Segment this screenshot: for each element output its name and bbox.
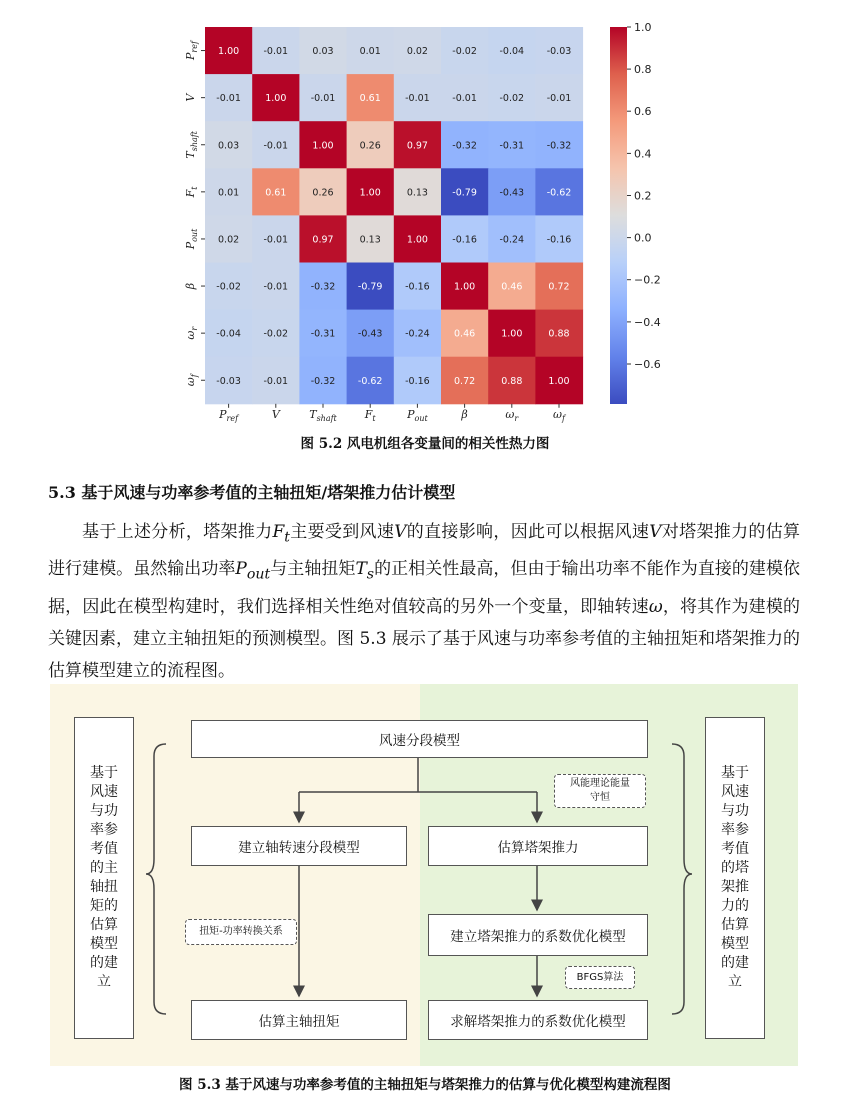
heatmap-cell-value: 0.01 bbox=[218, 187, 240, 199]
heatmap-cell-value: 1.00 bbox=[359, 187, 381, 199]
heatmap-cell-value: -0.16 bbox=[405, 375, 430, 387]
heatmap-cell-value: -0.03 bbox=[546, 46, 572, 57]
heatmap-cell-value: 0.26 bbox=[359, 140, 381, 152]
heatmap-cell-value: 1.00 bbox=[312, 140, 334, 152]
heatmap-cell-value: -0.01 bbox=[310, 93, 336, 105]
heatmap-cell-value: -0.16 bbox=[546, 234, 572, 246]
row-label: β bbox=[184, 282, 197, 290]
left-brace bbox=[146, 744, 166, 1014]
row-label: $P_{out}$ bbox=[184, 228, 199, 250]
heatmap-cell-value: 0.02 bbox=[406, 46, 428, 57]
heatmap-cell-value: 0.02 bbox=[218, 234, 240, 246]
heatmap-cell-value: -0.02 bbox=[499, 93, 525, 105]
rotor-speed-model-box: 建立轴转速分段模型 bbox=[191, 826, 407, 866]
heatmap-cell-value: 0.46 bbox=[501, 281, 523, 293]
heatmap-cell-value: 0.46 bbox=[454, 328, 476, 340]
heatmap-cell-value: -0.01 bbox=[263, 140, 289, 152]
col-label: $\omega_r$ bbox=[505, 407, 519, 423]
heatmap-cell-value: -0.32 bbox=[546, 140, 572, 152]
colorbar-tick-label: 0.6 bbox=[634, 105, 652, 119]
heatmap-cell-value: -0.24 bbox=[499, 234, 525, 246]
heatmap-cell-value: 0.13 bbox=[406, 187, 428, 199]
heatmap-cell-value: -0.03 bbox=[216, 375, 241, 387]
heatmap-cell-value: -0.79 bbox=[452, 187, 477, 199]
heatmap-cell-value: -0.02 bbox=[452, 46, 477, 57]
heatmap-cell-value: 0.88 bbox=[501, 375, 523, 387]
row-label: V bbox=[184, 93, 197, 102]
flowchart bbox=[50, 684, 798, 1066]
heatmap-cell-value: -0.02 bbox=[263, 328, 289, 340]
heatmap-cell-value: -0.31 bbox=[499, 140, 525, 152]
heatmap-cell-value: 0.72 bbox=[454, 375, 476, 387]
row-label: $\omega_f$ bbox=[184, 374, 199, 387]
heatmap-cell-value: 1.00 bbox=[265, 93, 287, 105]
col-label: $P_{ref}$ bbox=[219, 407, 239, 423]
right-side-label-box bbox=[705, 717, 765, 1039]
left-side-label: 基于风速与功率参考值的主轴扭矩的估算模型的建立 bbox=[90, 765, 118, 990]
heatmap-cell-value: 1.00 bbox=[454, 281, 476, 293]
col-label: $F_t$ bbox=[364, 407, 376, 423]
bfgs-note: BFGS算法 bbox=[565, 966, 635, 989]
heatmap-cell-value: 0.13 bbox=[359, 234, 381, 246]
heatmap-cell-value: -0.62 bbox=[357, 375, 383, 387]
heatmap-cell-value: 0.26 bbox=[312, 187, 334, 199]
heatmap-cell-value: 0.88 bbox=[548, 328, 570, 340]
right-side-label: 基于风速与功率参考值的塔架推力的估算模型的建立 bbox=[721, 765, 749, 990]
colorbar-tick-label: 0.2 bbox=[634, 189, 652, 203]
heatmap-cell-value: 0.72 bbox=[548, 281, 570, 293]
heatmap-cell-value: 1.00 bbox=[406, 234, 428, 246]
energy-conservation-note: 风能理论能量守恒 bbox=[554, 774, 646, 808]
row-label: $P_{ref}$ bbox=[184, 41, 199, 60]
colorbar-tick-label: −0.4 bbox=[634, 315, 661, 329]
heatmap-cell-value: -0.01 bbox=[263, 375, 289, 387]
colorbar-tick-label: 0.0 bbox=[634, 231, 652, 245]
heatmap-cell-value: 0.01 bbox=[359, 46, 381, 57]
heatmap-cell-value: -0.79 bbox=[357, 281, 383, 293]
correlation-heatmap bbox=[0, 0, 850, 430]
colorbar-tick-label: −0.2 bbox=[634, 273, 661, 287]
estimate-torque-box: 估算主轴扭矩 bbox=[191, 1000, 407, 1040]
heatmap-cell-value: -0.16 bbox=[405, 281, 430, 293]
right-brace bbox=[672, 744, 692, 1014]
colorbar-tick-label: 0.8 bbox=[634, 63, 652, 77]
thrust-optimization-model-box: 建立塔架推力的系数优化模型 bbox=[428, 914, 648, 956]
heatmap-cell-value: -0.01 bbox=[405, 93, 430, 105]
heatmap-cell-value: -0.43 bbox=[499, 187, 525, 199]
heatmap-cell-value: 0.97 bbox=[312, 234, 334, 246]
heatmap-cell-value: -0.16 bbox=[452, 234, 477, 246]
colorbar-tick-label: −0.6 bbox=[634, 358, 661, 371]
colorbar bbox=[610, 27, 627, 404]
col-label: $\omega_f$ bbox=[553, 407, 565, 423]
heatmap-cell-value: -0.43 bbox=[357, 328, 383, 340]
heatmap-cell-value: 0.61 bbox=[265, 187, 287, 199]
heatmap-cell-value: -0.24 bbox=[405, 328, 430, 340]
colorbar-tick-label: 0.4 bbox=[634, 147, 652, 161]
heatmap-cell-value: 1.00 bbox=[548, 375, 570, 387]
heatmap-cell-value: 1.00 bbox=[218, 46, 240, 57]
heatmap-cell-value: 0.61 bbox=[359, 93, 381, 105]
heatmap-cell-value: -0.02 bbox=[216, 281, 241, 293]
col-label: β bbox=[461, 407, 468, 421]
col-label: $P_{out}$ bbox=[407, 407, 428, 423]
col-label: $T_{shaft}$ bbox=[309, 407, 337, 423]
heatmap-cell-value: -0.01 bbox=[263, 46, 289, 57]
heatmap-cell-value: -0.32 bbox=[310, 375, 336, 387]
heatmap-cell-value: -0.32 bbox=[310, 281, 336, 293]
figure-5-2-caption: 图 5.2 风电机组各变量间的相关性热力图 bbox=[300, 436, 550, 452]
heatmap-cell-value: 1.00 bbox=[501, 328, 523, 340]
heatmap-cell-value: 0.97 bbox=[406, 140, 428, 152]
colorbar-tick-label: 1.0 bbox=[634, 21, 652, 34]
torque-power-note: 扭矩-功率转换关系 bbox=[185, 919, 297, 945]
heatmap-cell-value: 0.03 bbox=[218, 140, 240, 152]
col-label: V bbox=[271, 407, 280, 421]
heatmap-cell-value: -0.04 bbox=[499, 46, 525, 57]
heatmap-cell-value: -0.01 bbox=[216, 93, 241, 105]
heatmap-cell-value: -0.62 bbox=[546, 187, 572, 199]
heatmap-cell-value: -0.32 bbox=[452, 140, 477, 152]
wind-speed-segment-box: 风速分段模型 bbox=[191, 720, 648, 758]
body-paragraph: 基于上述分析，塔架推力$F_t$主要受到风速V的直接影响，因此可以根据风速V对塔架推力的估算进行建模。虽然输出功率$P_{out}$与主轴扭矩$T_s$的正相关性最高，但由于输出功率不能作为直接的建模依据，因此在模型构建时，我们选择相关性绝对值较高的另外一个变量，即轴转速ω，将其作为建模的关键因素，建立主轴扭矩的预测模型。图 5.3 展示了基于风速与功率参考值的主轴扭矩和塔架推力的估算模型建立的流程图。 bbox=[48, 522, 801, 681]
heatmap-cell-value: -0.04 bbox=[216, 328, 241, 340]
heatmap-cell-value: -0.01 bbox=[546, 93, 572, 105]
row-label: $\omega_r$ bbox=[184, 326, 199, 340]
heatmap-cell-value: -0.01 bbox=[263, 234, 289, 246]
heatmap-cell-value: -0.31 bbox=[310, 328, 336, 340]
heatmap-cell-value: -0.01 bbox=[452, 93, 477, 105]
heatmap-cell-value: 0.03 bbox=[312, 46, 334, 57]
section-heading: 5.3 基于风速与功率参考值的主轴扭矩/塔架推力估计模型 bbox=[48, 483, 456, 502]
estimate-thrust-box: 估算塔架推力 bbox=[428, 826, 648, 866]
heatmap-cell-value: -0.01 bbox=[263, 281, 289, 293]
row-label: $F_t$ bbox=[184, 186, 199, 198]
left-side-label-box bbox=[74, 717, 134, 1039]
figure-5-3-caption: 图 5.3 基于风速与功率参考值的主轴扭矩与塔架推力的估算与优化模型构建流程图 bbox=[179, 1077, 671, 1093]
row-label: $T_{shaft}$ bbox=[184, 131, 199, 159]
solve-thrust-model-box: 求解塔架推力的系数优化模型 bbox=[428, 1000, 648, 1040]
